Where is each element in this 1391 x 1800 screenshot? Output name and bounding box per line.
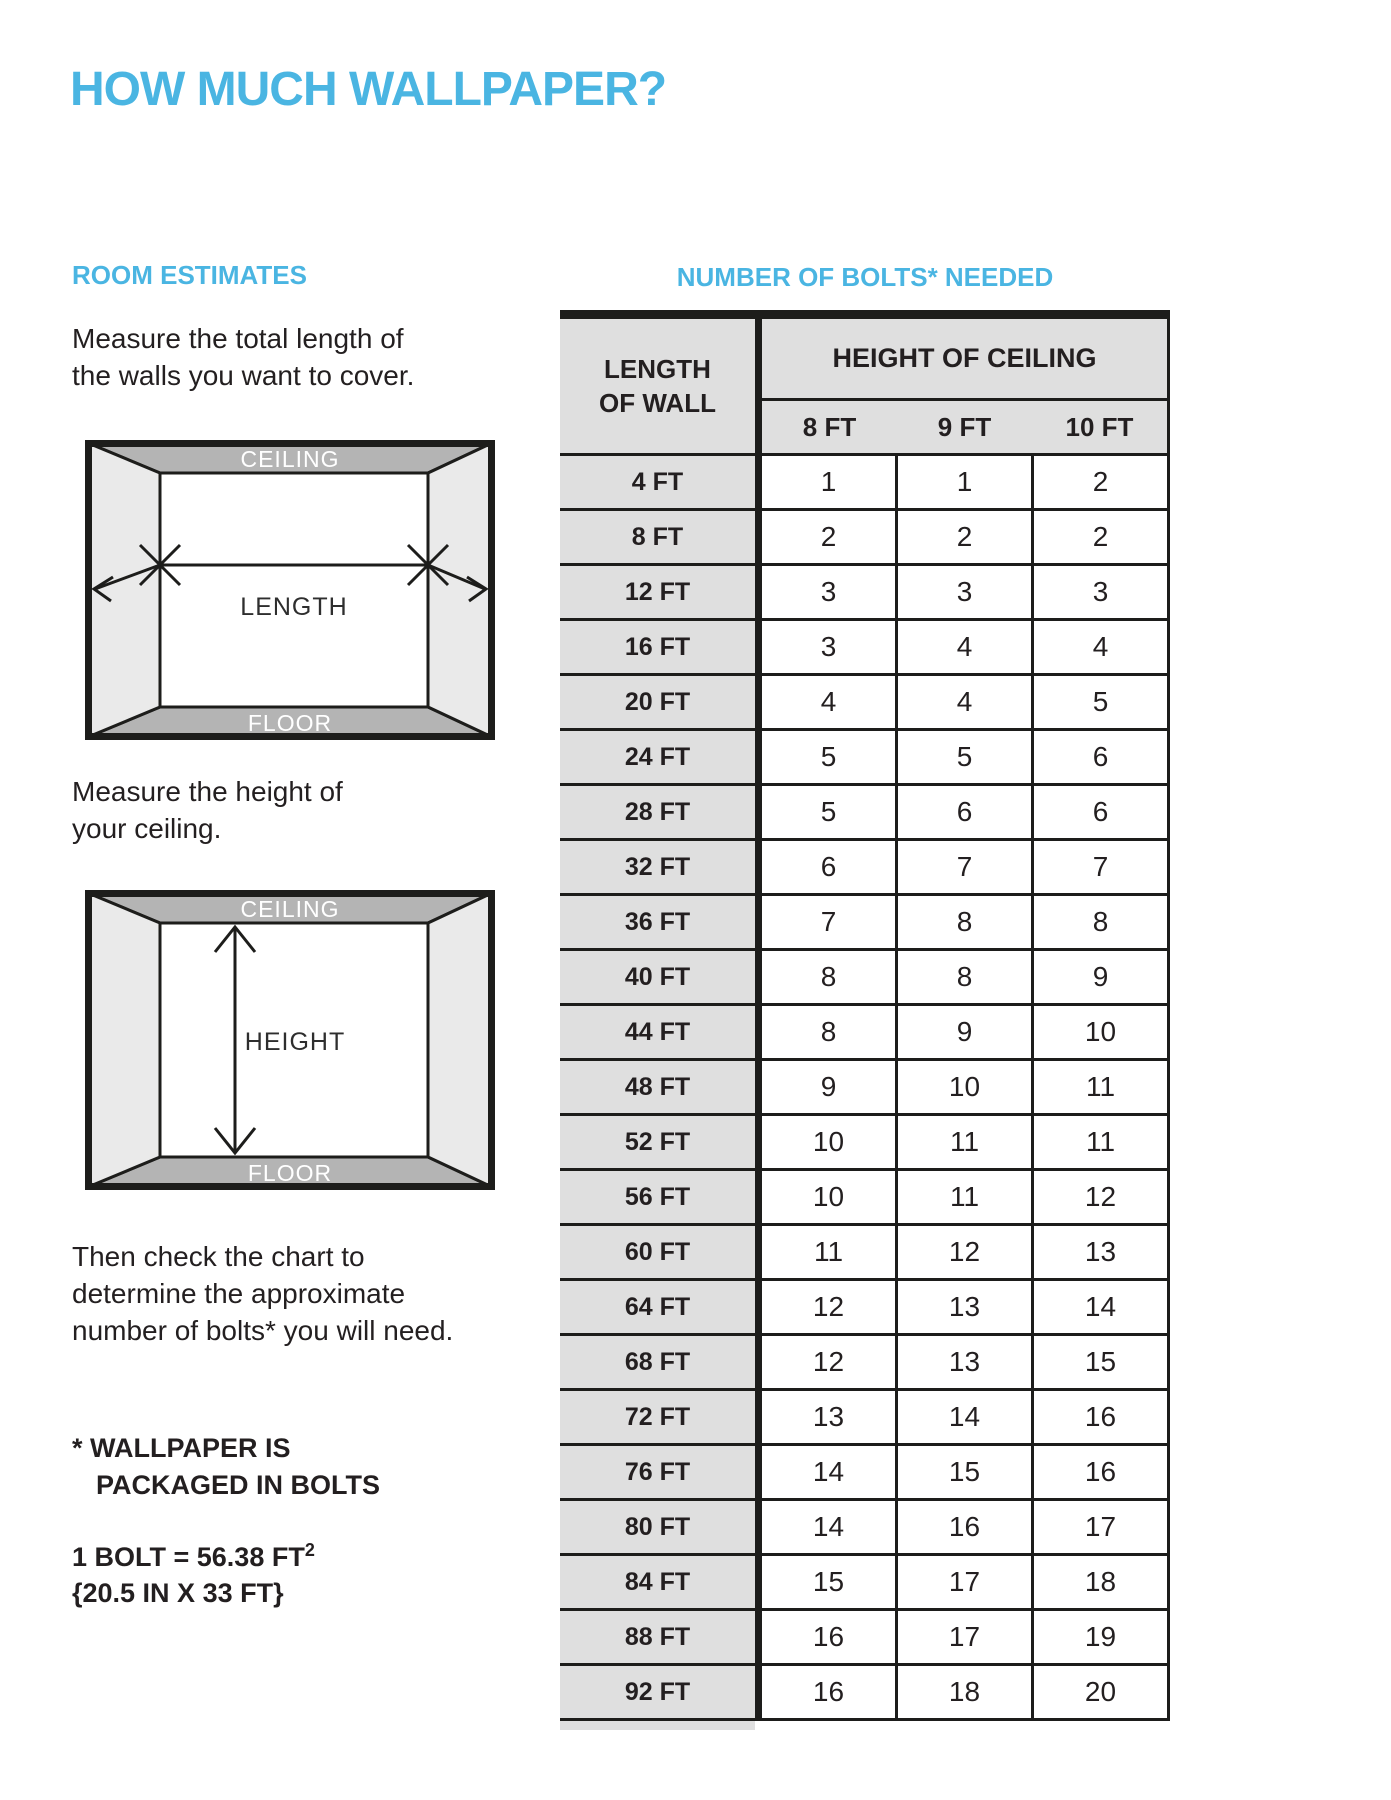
bolt-count-cell: 7 — [1034, 841, 1170, 896]
bolt-count-cell: 19 — [1034, 1611, 1170, 1666]
table-row — [560, 1611, 1170, 1666]
bolt-size-info — [72, 1532, 315, 1611]
table-row — [560, 621, 1170, 676]
bolt-count-cell: 18 — [898, 1666, 1034, 1721]
bolt-count-cell: 18 — [1034, 1556, 1170, 1611]
bolt-count-cell: 16 — [898, 1501, 1034, 1556]
bolt-count-cell: 8 — [762, 951, 898, 1006]
floor-label: FLOOR — [247, 710, 333, 736]
table-row — [560, 951, 1170, 1006]
table-row — [560, 786, 1170, 841]
height-of-ceiling-header: HEIGHT OF CEILING — [762, 319, 1170, 401]
bolt-count-cell: 2 — [1034, 456, 1170, 511]
bolt-count-cell: 12 — [762, 1336, 898, 1391]
row-length-label: 60 FT — [560, 1226, 762, 1281]
bolt-count-cell: 7 — [898, 841, 1034, 896]
row-length-label: 12 FT — [560, 566, 762, 621]
bolt-equation-sup: 2 — [304, 1540, 315, 1560]
table-row — [560, 1061, 1170, 1116]
bolt-count-cell: 11 — [898, 1116, 1034, 1171]
bolt-count-cell: 5 — [762, 731, 898, 786]
height-label: HEIGHT — [244, 1028, 346, 1056]
bolt-count-cell: 1 — [898, 456, 1034, 511]
table-row — [560, 1116, 1170, 1171]
table-row — [560, 1006, 1170, 1061]
bolt-count-cell: 9 — [762, 1061, 898, 1116]
bolt-count-cell: 13 — [1034, 1226, 1170, 1281]
table-row — [560, 1281, 1170, 1336]
bolt-count-cell: 13 — [762, 1391, 898, 1446]
step3-line1: Then check the chart to — [72, 1241, 365, 1272]
table-header — [560, 319, 1170, 456]
bolt-count-cell: 3 — [898, 566, 1034, 621]
step3-text — [72, 1238, 453, 1349]
row-length-label: 56 FT — [560, 1171, 762, 1226]
step1-line1: Measure the total length of — [72, 323, 404, 354]
length-header-line1: LENGTH — [604, 354, 711, 384]
table-row — [560, 676, 1170, 731]
table-row — [560, 896, 1170, 951]
step3-line3: number of bolts* you will need. — [72, 1315, 454, 1346]
bolt-count-cell: 6 — [898, 786, 1034, 841]
length-diagram — [85, 440, 495, 740]
bolt-count-cell: 8 — [762, 1006, 898, 1061]
left-wall — [88, 443, 160, 737]
bolt-count-cell: 13 — [898, 1336, 1034, 1391]
table-left-column-tail — [560, 1721, 755, 1730]
table-row — [560, 1501, 1170, 1556]
row-length-label: 32 FT — [560, 841, 762, 896]
bolt-count-cell: 15 — [762, 1556, 898, 1611]
bolt-count-cell: 12 — [1034, 1171, 1170, 1226]
bolt-count-cell: 11 — [1034, 1116, 1170, 1171]
row-length-label: 8 FT — [560, 511, 762, 566]
bolt-count-cell: 9 — [1034, 951, 1170, 1006]
bolt-count-cell: 1 — [762, 456, 898, 511]
step2-line1: Measure the height of — [72, 776, 343, 807]
bolt-equation — [72, 1532, 315, 1575]
row-length-label: 44 FT — [560, 1006, 762, 1061]
row-length-label: 88 FT — [560, 1611, 762, 1666]
ceiling-label: CEILING — [240, 446, 340, 472]
column-header-9ft: 9 FT — [937, 411, 992, 442]
step1-text — [72, 320, 414, 394]
bolt-count-cell: 14 — [898, 1391, 1034, 1446]
bolt-count-cell: 8 — [898, 896, 1034, 951]
row-length-label: 40 FT — [560, 951, 762, 1006]
bolt-count-cell: 5 — [762, 786, 898, 841]
bolt-count-cell: 6 — [1034, 731, 1170, 786]
right-wall — [428, 893, 492, 1187]
ceiling-height-columns — [762, 401, 1170, 456]
column-header-10ft: 10 FT — [1065, 411, 1134, 442]
bolt-count-cell: 4 — [1034, 621, 1170, 676]
table-row — [560, 1226, 1170, 1281]
bolt-count-cell: 16 — [762, 1611, 898, 1666]
row-length-label: 72 FT — [560, 1391, 762, 1446]
row-length-label: 4 FT — [560, 456, 762, 511]
bolt-count-cell: 2 — [1034, 511, 1170, 566]
length-header-line2: OF WALL — [599, 388, 716, 418]
bolt-count-cell: 15 — [898, 1446, 1034, 1501]
back-wall — [160, 473, 428, 707]
row-length-label: 28 FT — [560, 786, 762, 841]
table-row — [560, 1446, 1170, 1501]
bolts-table — [560, 310, 1170, 1721]
bolt-count-cell: 11 — [1034, 1061, 1170, 1116]
length-label: LENGTH — [240, 593, 348, 621]
step2-text — [72, 773, 343, 847]
bolt-count-cell: 16 — [1034, 1391, 1170, 1446]
table-rows — [560, 456, 1170, 1721]
bolt-count-cell: 4 — [898, 621, 1034, 676]
step1-line2: the walls you want to cover. — [72, 360, 415, 391]
bolt-count-cell: 17 — [898, 1556, 1034, 1611]
row-length-label: 92 FT — [560, 1666, 762, 1721]
bolt-count-cell: 2 — [898, 511, 1034, 566]
bolt-count-cell: 16 — [762, 1666, 898, 1721]
bolt-count-cell: 6 — [762, 841, 898, 896]
row-length-label: 48 FT — [560, 1061, 762, 1116]
step2-line2: your ceiling. — [72, 813, 222, 844]
row-length-label: 20 FT — [560, 676, 762, 731]
bolt-count-cell: 4 — [762, 676, 898, 731]
table-row — [560, 731, 1170, 786]
bolt-count-cell: 13 — [898, 1281, 1034, 1336]
row-length-label: 84 FT — [560, 1556, 762, 1611]
page-title: HOW MUCH WALLPAPER? — [70, 63, 667, 116]
bolt-count-cell: 17 — [898, 1611, 1034, 1666]
footnote-line2: PACKAGED IN BOLTS — [96, 1470, 381, 1500]
bolt-count-cell: 5 — [1034, 676, 1170, 731]
table-row — [560, 1666, 1170, 1721]
ceiling-label: CEILING — [240, 896, 340, 922]
bolt-count-cell: 11 — [898, 1171, 1034, 1226]
bolt-count-cell: 11 — [762, 1226, 898, 1281]
bolt-count-cell: 5 — [898, 731, 1034, 786]
bolt-count-cell: 12 — [898, 1226, 1034, 1281]
bolts-needed-heading: NUMBER OF BOLTS* NEEDED — [676, 262, 1054, 292]
bolt-count-cell: 6 — [1034, 786, 1170, 841]
bolt-count-cell: 20 — [1034, 1666, 1170, 1721]
table-row — [560, 456, 1170, 511]
left-wall — [88, 893, 160, 1187]
bolt-count-cell: 14 — [1034, 1281, 1170, 1336]
row-length-label: 16 FT — [560, 621, 762, 676]
wallpaper-footnote — [72, 1430, 380, 1504]
bolt-count-cell: 3 — [1034, 566, 1170, 621]
table-row — [560, 1391, 1170, 1446]
bolt-count-cell: 14 — [762, 1501, 898, 1556]
bolt-count-cell: 16 — [1034, 1446, 1170, 1501]
bolt-equation-text: 1 BOLT = 56.38 FT — [72, 1542, 305, 1572]
bolt-count-cell: 10 — [898, 1061, 1034, 1116]
bolt-count-cell: 7 — [762, 896, 898, 951]
table-row — [560, 511, 1170, 566]
row-length-label: 24 FT — [560, 731, 762, 786]
bolt-count-cell: 4 — [898, 676, 1034, 731]
bolt-count-cell: 2 — [762, 511, 898, 566]
room-estimates-heading: ROOM ESTIMATES — [72, 260, 307, 290]
length-of-wall-header — [560, 319, 762, 456]
table-row — [560, 566, 1170, 621]
table-row — [560, 1556, 1170, 1611]
bolt-count-cell: 10 — [762, 1116, 898, 1171]
step3-line2: determine the approximate — [72, 1278, 406, 1309]
table-row — [560, 1336, 1170, 1391]
bolt-count-cell: 14 — [762, 1446, 898, 1501]
height-diagram — [85, 890, 495, 1190]
row-length-label: 80 FT — [560, 1501, 762, 1556]
bolt-count-cell: 15 — [1034, 1336, 1170, 1391]
bolt-count-cell: 10 — [762, 1171, 898, 1226]
footnote-line1: * WALLPAPER IS — [72, 1433, 291, 1463]
row-length-label: 68 FT — [560, 1336, 762, 1391]
row-length-label: 36 FT — [560, 896, 762, 951]
bolt-count-cell: 9 — [898, 1006, 1034, 1061]
bolt-count-cell: 8 — [1034, 896, 1170, 951]
ceiling-header-group — [762, 319, 1170, 456]
row-length-label: 76 FT — [560, 1446, 762, 1501]
column-header-8ft: 8 FT — [802, 411, 857, 442]
row-length-label: 52 FT — [560, 1116, 762, 1171]
table-row — [560, 1171, 1170, 1226]
bolt-count-cell: 12 — [762, 1281, 898, 1336]
bolt-count-cell: 17 — [1034, 1501, 1170, 1556]
bolt-count-cell: 3 — [762, 566, 898, 621]
row-length-label: 64 FT — [560, 1281, 762, 1336]
bolt-count-cell: 10 — [1034, 1006, 1170, 1061]
bolt-dimensions: {20.5 IN X 33 FT} — [72, 1578, 284, 1608]
floor-label: FLOOR — [247, 1160, 333, 1186]
bolt-count-cell: 3 — [762, 621, 898, 676]
bolt-count-cell: 8 — [898, 951, 1034, 1006]
table-row — [560, 841, 1170, 896]
